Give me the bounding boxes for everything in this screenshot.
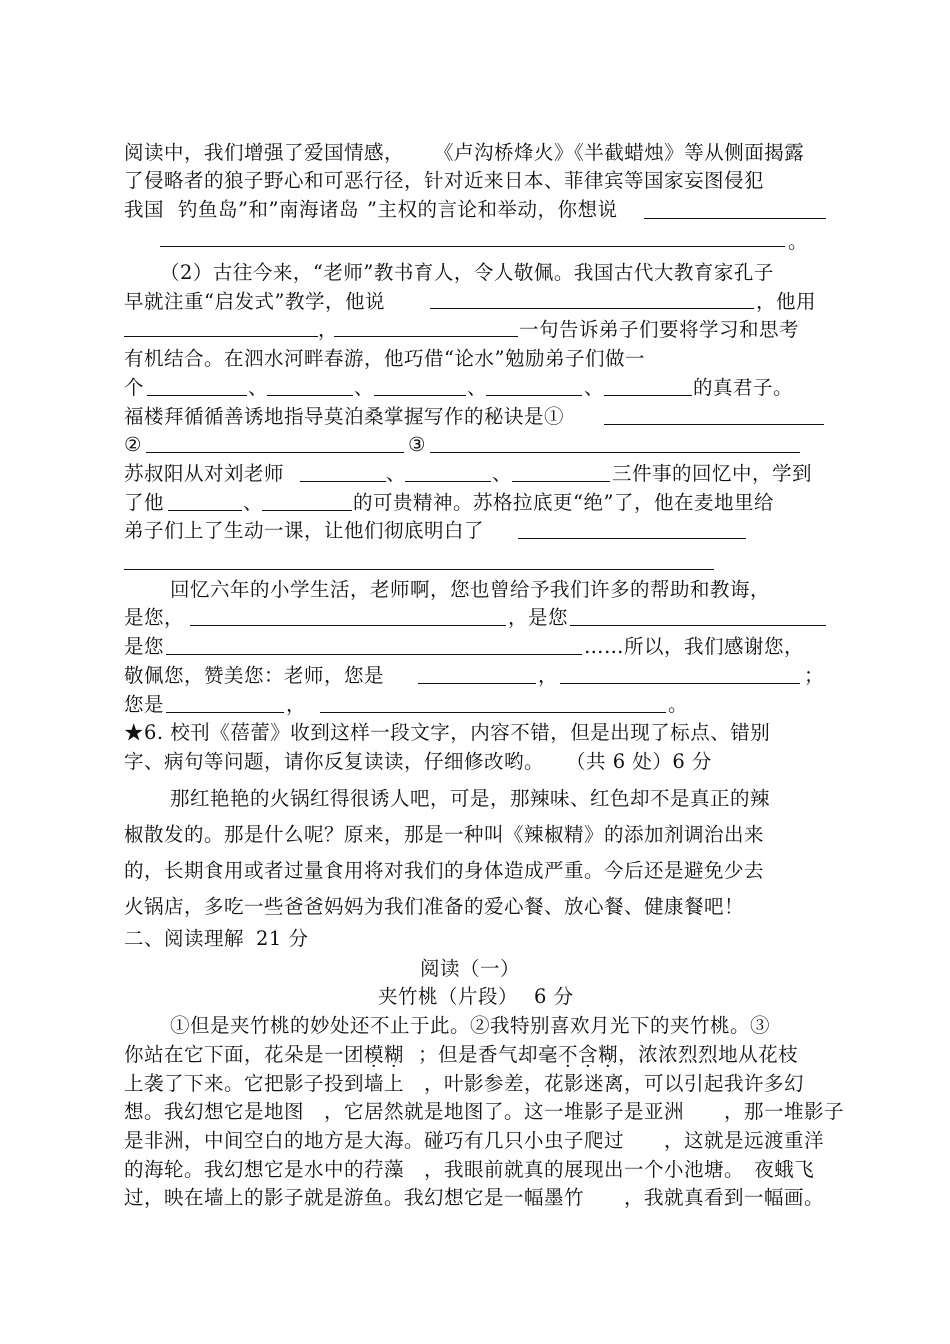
section-heading: 二、阅读理解 21 分 [124, 927, 309, 950]
passage-title: 夹竹桃（片段） 6 分 [378, 985, 574, 1008]
text-line: 福楼拜循循善诱地指导莫泊桑掌握写作的秘诀是① [124, 405, 565, 428]
text-line: 我国 钓鱼岛”和”南海诸岛 ”主权的言论和举动，你想说 [124, 198, 618, 221]
text-line: 。 [788, 230, 809, 253]
text-line: 三件事的回忆中，学到 [612, 462, 813, 485]
text-line: 的可贵精神。苏格拉底更“绝”了，他在麦地里给 [353, 491, 774, 514]
text-line: ； [804, 664, 825, 687]
answer-blank[interactable] [570, 607, 826, 626]
text-line: 。 [668, 693, 689, 716]
text-line: ， [538, 664, 559, 687]
answer-blank[interactable] [168, 492, 242, 511]
answer-blank[interactable] [604, 377, 692, 396]
text-line: 了他 [124, 491, 165, 514]
question-6-heading: ★6. 校刊《蓓蕾》收到这样一段文字，内容不错，但是出现了标点、错别 [124, 721, 771, 744]
text-line: 的海轮。我幻想它是水中的荇藻 ，我眼前就真的展现出一个小池塘。 夜蛾飞 [124, 1158, 815, 1181]
text-line: 阅读中，我们增强了爱国情感， 《卢沟桥烽火》《半截蜡烛》等从侧面揭露 [124, 141, 805, 164]
text-line: ， [286, 693, 307, 716]
answer-blank[interactable] [300, 463, 386, 482]
answer-blank[interactable] [518, 520, 746, 539]
text-line: 、 [386, 462, 407, 485]
answer-blank[interactable] [430, 434, 800, 453]
answer-blank[interactable] [405, 463, 491, 482]
text-line: （2）古往今来，“老师”教书育人，令人敬佩。我国古代大教育家孔子 [160, 261, 774, 284]
text-line: 有机结合。在泗水河畔春游，他巧借“论水”勉励弟子们做一 [124, 347, 645, 370]
text-line: 一句告诉弟子们要将学习和思考 [519, 318, 800, 341]
text-line: ，他用 [756, 290, 817, 313]
answer-blank[interactable] [146, 434, 404, 453]
text-line: 你站在它下面，花朵是一团模糊 ；但是香气却毫不含糊，浓浓烈烈地从花枝 [124, 1043, 799, 1066]
text-line: 是非洲，中间空白的地方是大海。碰巧有几只小虫子爬过 ，这就是远渡重洋 [124, 1129, 825, 1152]
answer-blank[interactable] [644, 200, 826, 219]
answer-blank[interactable] [160, 228, 785, 247]
text-line: 是您， [124, 606, 185, 629]
text-line: 个 [124, 376, 145, 399]
text-line: 敬佩您，赞美您：老师，您是 [124, 664, 385, 687]
answer-blank[interactable] [166, 694, 284, 713]
answer-blank[interactable] [267, 377, 353, 396]
text-line: 、 [354, 376, 375, 399]
text-line: ，是您 [508, 606, 569, 629]
text-line: 的真君子。 [693, 376, 794, 399]
text-line: ……所以，我们感谢您， [584, 635, 805, 658]
text-line: 是您 [124, 635, 165, 658]
text-line: 、 [584, 376, 605, 399]
text-line: 苏叔阳从对刘老师 [124, 462, 285, 485]
reading-title: 阅读（一） [420, 957, 521, 980]
text-line: 、 [243, 491, 264, 514]
text-line: 火锅店，多吃一些爸爸妈妈为我们准备的爱心餐、放心餐、健康餐吧！ [124, 895, 745, 918]
text-line: 那红艳艳的火锅红得很诱人吧，可是，那辣味、红色却不是真正的辣 [170, 787, 771, 810]
text-line: 椒散发的。那是什么呢？原来，那是一种叫《辣椒精》的添加剂调治出来 [124, 823, 765, 846]
text-line: 想。我幻想它是地图 ，它居然就是地图了。这一堆影子是亚洲 ，那一堆影子 [124, 1100, 845, 1123]
answer-blank[interactable] [430, 290, 754, 309]
text-line: 上袭了下来。它把影子投到墙上 ，叶影参差，花影迷离，可以引起我许多幻 [124, 1072, 805, 1095]
text-line: 弟子们上了生动一课，让他们彻底明白了 [124, 519, 485, 542]
answer-blank[interactable] [147, 377, 247, 396]
text-line: 的，长期食用或者过量食用将对我们的身体造成严重。今后还是避免少去 [124, 859, 765, 882]
answer-blank[interactable] [560, 665, 800, 684]
answer-blank[interactable] [486, 377, 582, 396]
answer-blank[interactable] [190, 607, 506, 626]
text-line: ② [124, 433, 142, 456]
answer-blank[interactable] [334, 318, 518, 337]
answer-blank[interactable] [124, 318, 318, 337]
answer-blank[interactable] [320, 694, 666, 713]
text-line: ③ [408, 433, 426, 456]
answer-blank[interactable] [124, 551, 714, 570]
text-line: 早就注重“启发式”教学，他说 [124, 290, 385, 313]
text-line: 、 [492, 462, 513, 485]
text-line: 回忆六年的小学生活，老师啊，您也曾给予我们许多的帮助和教诲， [170, 578, 771, 601]
answer-blank[interactable] [604, 406, 824, 425]
answer-blank[interactable] [166, 636, 582, 655]
text-line: ， [318, 318, 339, 341]
text-line: 、 [248, 376, 269, 399]
answer-blank[interactable] [262, 492, 352, 511]
text-line: 您是 [124, 693, 165, 716]
text-line: 过，映在墙上的影子就是游鱼。我幻想它是一幅墨竹 ，我就真看到一幅画。 [124, 1186, 825, 1209]
answer-blank[interactable] [512, 463, 610, 482]
text-line: 、 [467, 376, 488, 399]
answer-blank[interactable] [418, 665, 536, 684]
text-line: ①但是夹竹桃的妙处还不止于此。②我特别喜欢月光下的夹竹桃。③ [170, 1014, 771, 1037]
text-line: 字、病句等问题，请你反复读读，仔细修改哟。 （共 6 处）6 分 [124, 750, 712, 773]
text-line: 了侵略者的狼子野心和可恶行径，针对近来日本、菲律宾等国家妄图侵犯 [124, 169, 765, 192]
answer-blank[interactable] [374, 377, 466, 396]
